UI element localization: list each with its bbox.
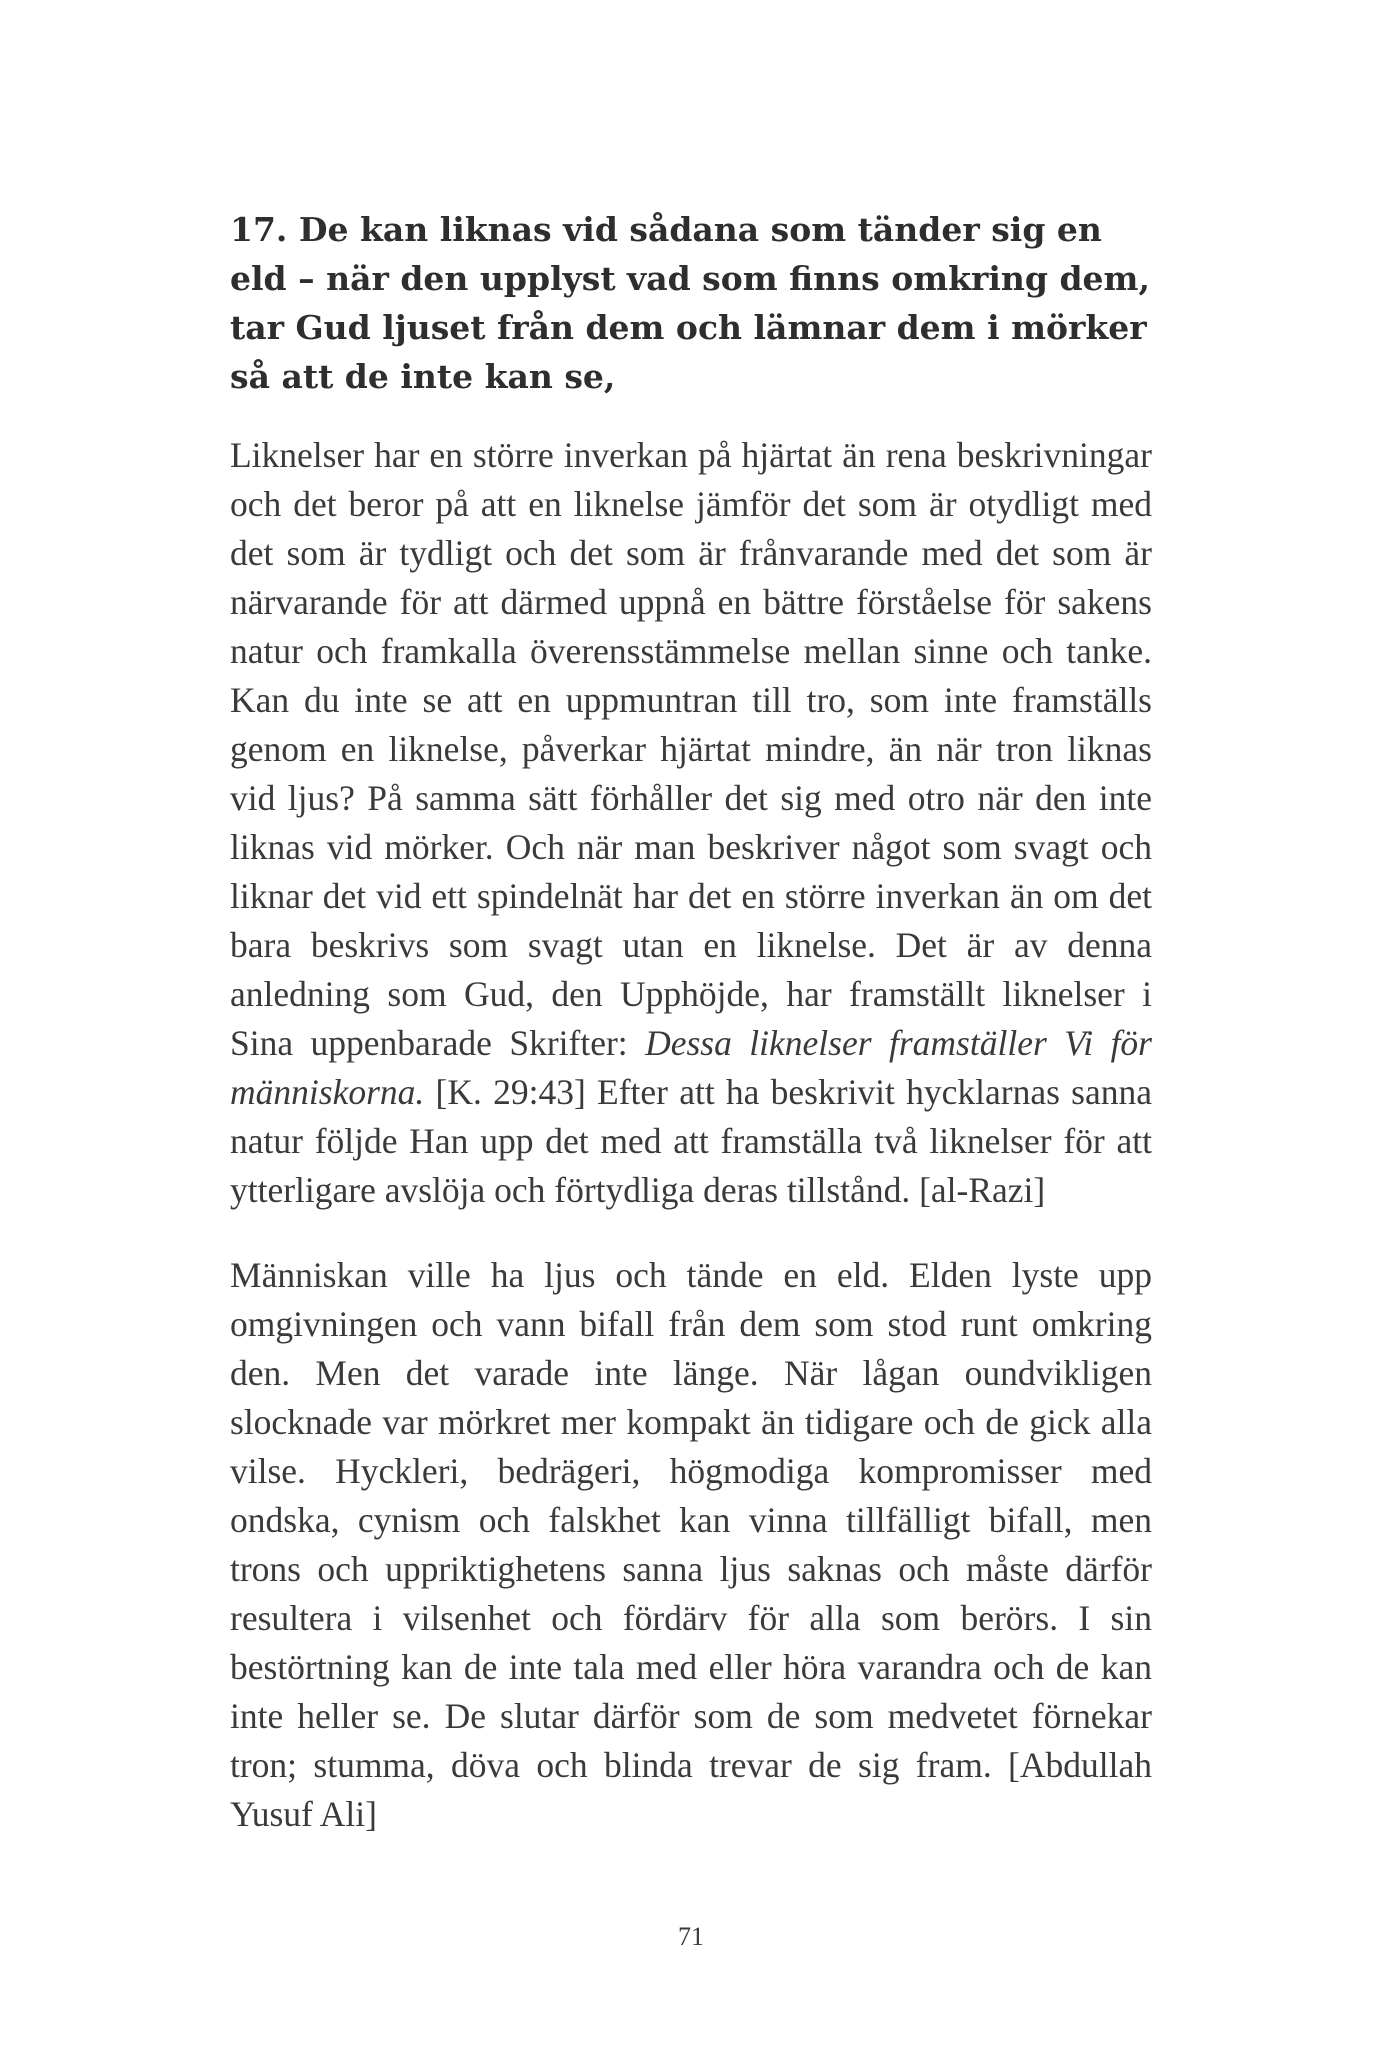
commentary-paragraph-2: Människan ville ha ljus och tände en eld. Elden lyste upp omgivningen och vann bifall från dem som stod runt omkring den. Men det varade inte länge. När lågan oundvikligen slocknade var mörkret mer kompakt än tidigare och de gick alla vilse. Hyckleri, bedrägeri, högmodiga kompromisser med ondska, cynism och falskhet kan vinna tillfälligt bifall, men trons och uppriktighetens sanna ljus saknas och måste därför resultera i vilsenhet och fördärv för alla som berörs. I sin bestörtning kan de inte tala med eller höra varandra och de kan inte heller se. De slutar därför som de som medvetet förnekar tron; stumma, döva och blinda trevar de sig fram. [Abdullah Yusuf Ali] (230, 1255, 1152, 1834)
commentary-paragraph-1-text: Liknelser har en större inverkan på hjärtat än rena beskrivningar och det beror på att en liknelse jämför det som är otydligt med det som är tydligt och det som är frånvarande med det som är närvarande för att därmed uppnå en bättre förståelse för sakens natur och framkalla överensstämmelse mellan sinne och tanke. Kan du inte se att en uppmuntran till tro, som inte framställs genom en liknelse, påverkar hjärtat mindre, än när tron liknas vid ljus? På samma sätt förhåller det sig med otro när den inte liknas vid mörker. Och när man beskriver något som svagt och liknar det vid ett spindelnät har det en större inverkan än om det bara beskrivs som svagt utan en liknelse. Det är av denna anledning som Gud, den Upphöjde, har framställt liknelser i Sina uppenbarade Skrifter: (230, 435, 1152, 1063)
commentary-paragraph-1-continuation: [K. 29:43] Efter att ha beskrivit hycklarnas sanna natur följde Han upp det med att framställa två liknelser för att ytterligare avslöja och förtydliga deras tillstånd. [al-Razi] (230, 1072, 1152, 1210)
commentary-paragraph-1 (230, 431, 1152, 1215)
quran-quote: Dessa liknelser framställer Vi för människorna. (230, 1023, 1152, 1112)
page-number: 71 (678, 1922, 704, 1951)
verse-heading: 17. De kan liknas vid sådana som tänder sig en eld – när den upplyst vad som finns omkring dem, tar Gud ljuset från dem och lämnar dem i mörker så att de inte kan se, (230, 210, 1150, 396)
text-block (230, 205, 1152, 1875)
